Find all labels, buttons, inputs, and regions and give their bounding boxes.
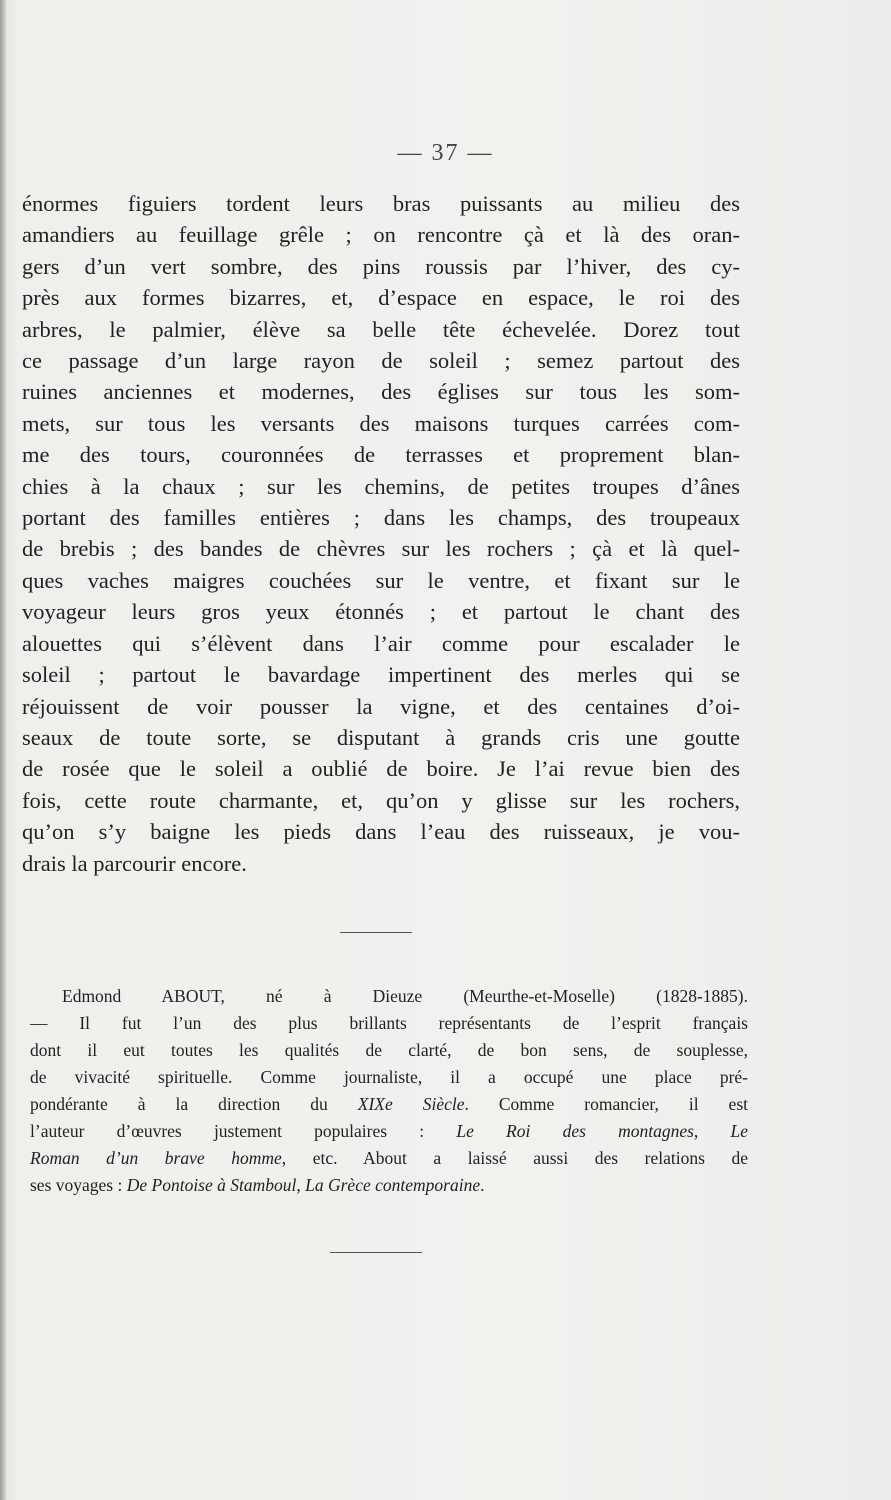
paragraph-line: de brebis ; des bandes de chèvres sur les rochers ; çà et là quel- (22, 536, 740, 562)
text-fragment: , etc. About a laissé aussi des relations de (281, 1148, 749, 1168)
author-note-line (30, 1145, 748, 1172)
paragraph-line: près aux formes bizarres, et, d’espace en espace, le roi des (22, 285, 740, 311)
paragraph-line: ruines anciennes et modernes, des églises sur tous les som- (22, 379, 740, 405)
book-title: De Pontoise à Stamboul (126, 1175, 297, 1195)
journal-title: XIXe Siècle (357, 1094, 465, 1114)
section-divider (340, 932, 412, 933)
paragraph-line: voyageur leurs gros yeux étonnés ; et partout le chant des (22, 599, 740, 625)
book-title: Le (730, 1121, 748, 1141)
text-fragment: pondérante à la direction du (30, 1094, 328, 1114)
paragraph-line: qu’on s’y baigne les pieds dans l’eau des ruisseaux, je vou- (22, 819, 740, 845)
main-paragraph (22, 188, 740, 879)
paragraph-line: de rosée que le soleil a oublié de boire. Je l’ai revue bien des (22, 756, 740, 782)
paragraph-line: gers d’un vert sombre, des pins roussis par l’hiver, des cy- (22, 253, 740, 279)
page-number: — 37 — (397, 140, 494, 166)
paragraph-line: alouettes qui s’élèvent dans l’air comme pour escalader le (22, 630, 740, 656)
paragraph-line: ce passage d’un large rayon de soleil ; semez partout des (22, 348, 740, 374)
author-note-line (30, 1091, 748, 1118)
paragraph-line: chies à la chaux ; sur les chemins, de petites troupes d’ânes (22, 473, 740, 499)
paragraph-line: portant des familles entières ; dans les champs, des troupeaux (22, 505, 740, 531)
paragraph-line: fois, cette route charmante, et, qu’on y glisse sur les rochers, (22, 787, 740, 813)
book-title: La Grèce contemporaine (305, 1175, 481, 1195)
paragraph-line: drais la parcourir encore. (22, 850, 247, 876)
text-fragment: ses voyages : (30, 1175, 123, 1195)
text-fragment: . Comme romancier, il est (464, 1094, 748, 1114)
book-title: Roman d’un brave homme (30, 1148, 282, 1168)
paragraph-line: seaux de toute sorte, se disputant à grands cris une goutte (22, 724, 740, 750)
paragraph-line: soleil ; partout le bavardage impertinent des merles qui se (22, 662, 740, 688)
author-note (30, 983, 748, 1199)
paragraph-line: réjouissent de voir pousser la vigne, et des centaines d’oi- (22, 693, 740, 719)
text-fragment: , (296, 1175, 301, 1195)
page-spine-shadow (0, 0, 6, 1500)
author-note-line (30, 1172, 748, 1199)
text-fragment: l’auteur d’œuvres justement populaires : (30, 1121, 425, 1141)
section-divider (330, 1252, 422, 1253)
text-fragment: , (693, 1121, 699, 1141)
author-note-line (30, 1118, 748, 1145)
author-note-line: — Il fut l’un des plus brillants représentants de l’esprit français (30, 1013, 748, 1033)
author-note-line: dont il eut toutes les qualités de clarté, de bon sens, de souplesse, (30, 1040, 748, 1060)
paragraph-line: amandiers au feuillage grêle ; on rencontre çà et là des oran- (22, 222, 740, 248)
paragraph-line: mets, sur tous les versants des maisons turques carrées com- (22, 410, 740, 436)
paragraph-line: énormes figuiers tordent leurs bras puissants au milieu des (22, 191, 740, 216)
text-fragment: . (480, 1175, 485, 1195)
author-note-line: de vivacité spirituelle. Comme journaliste, il a occupé une place pré- (30, 1067, 748, 1087)
book-title: Le Roi des montagnes (456, 1121, 694, 1141)
paragraph-line: ques vaches maigres couchées sur le ventre, et fixant sur le (22, 567, 740, 593)
paragraph-line: me des tours, couronnées de terrasses et proprement blan- (22, 442, 740, 468)
author-note-line: Edmond ABOUT, né à Dieuze (Meurthe-et-Moselle) (1828-1885). (62, 986, 748, 1006)
paragraph-line: arbres, le palmier, élève sa belle tête échevelée. Dorez tout (22, 316, 740, 342)
